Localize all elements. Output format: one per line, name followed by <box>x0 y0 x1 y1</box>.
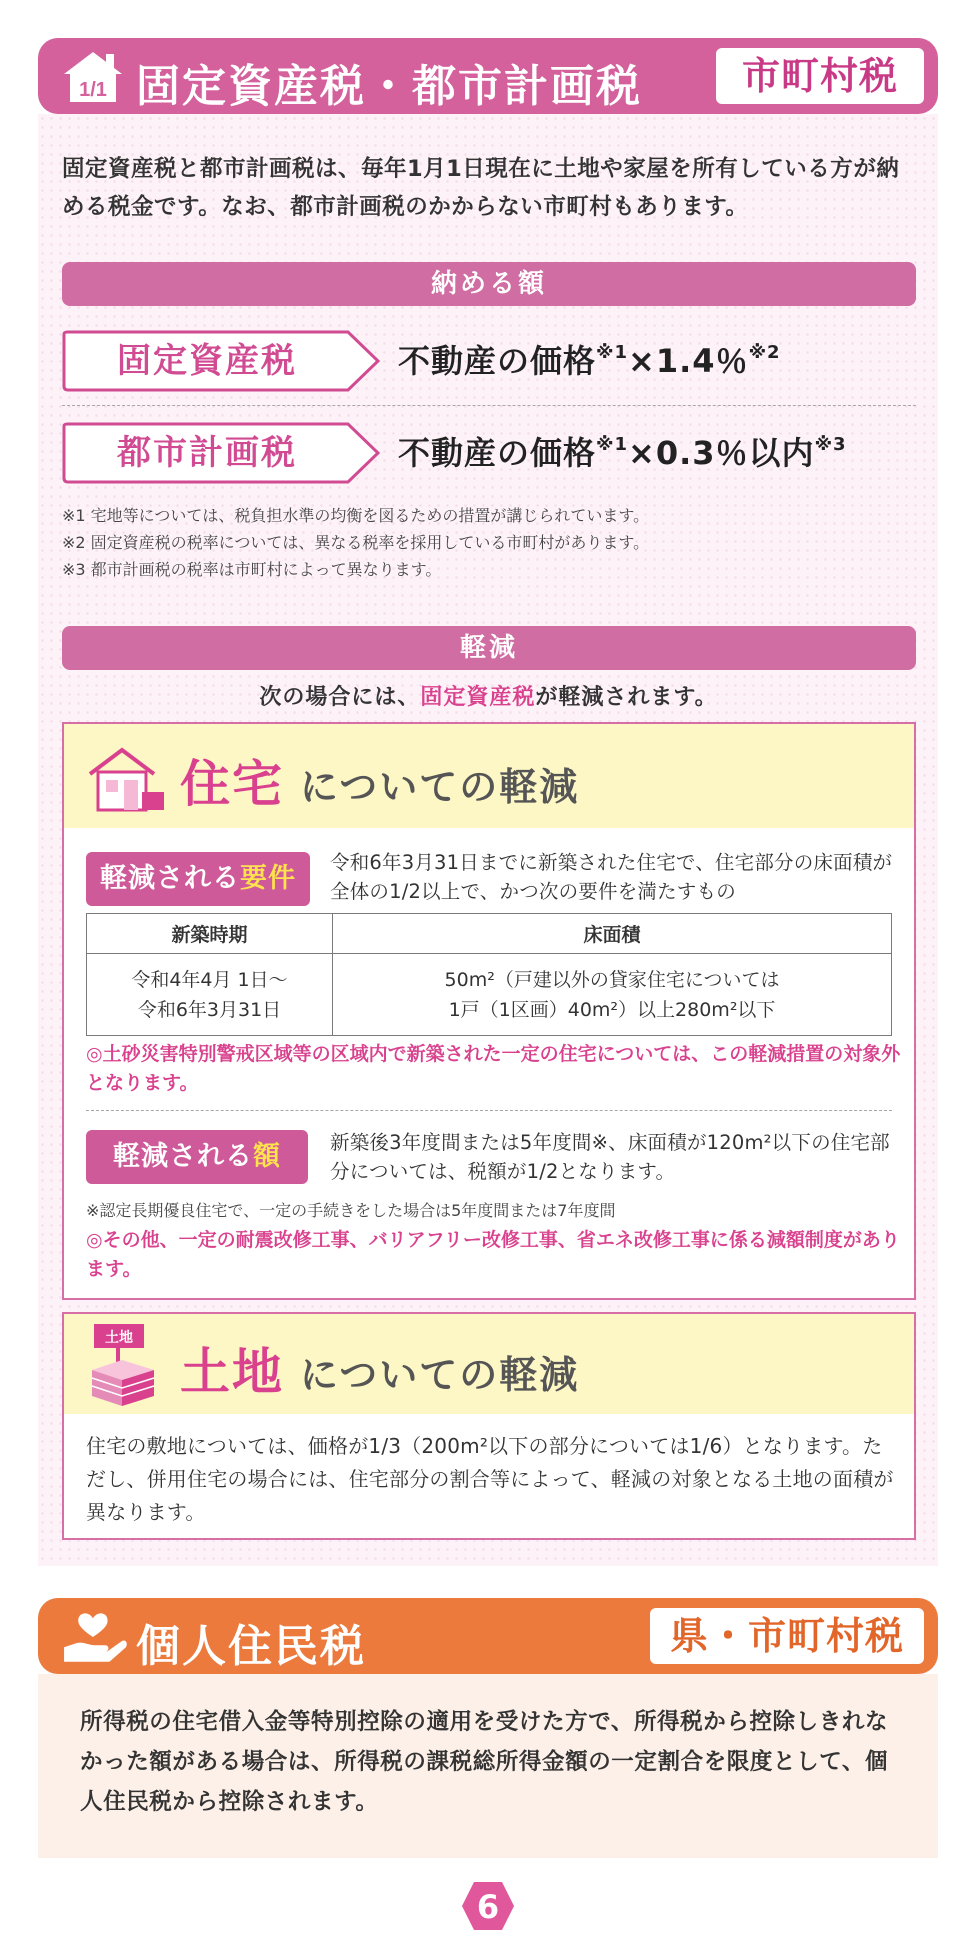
land-reduction-box <box>62 1312 916 1540</box>
fixed-asset-formula: 不動産の価格$^{※1}$×1.4％$^{※2}$ <box>398 342 781 380</box>
section-title: 個人住民税 <box>136 1621 366 1672</box>
land-sign-icon <box>88 1320 158 1408</box>
footnote: ※2 固定資産税の税率については、異なる税率を採用している市町村があります。 <box>62 533 650 552</box>
tax-category-tag: 県・市町村税 <box>650 1608 924 1664</box>
land-title-main: 土地 <box>180 1343 284 1401</box>
resident-tax-text: 所得税の住宅借入金等特別控除の適用を受けた方で、所得税から控除しきれなかった額がある場合は、所得税の課税総所得金額の一定割合を限度として、個人住民税から控除されます。 <box>80 1709 889 1815</box>
table-cell: 令和4年4月 1日～ 令和6年3月31日 <box>87 954 333 1036</box>
land-sign-text: 土地 <box>105 1330 133 1346</box>
tax-label-text: 固定資産税 <box>117 341 297 381</box>
table-header: 新築時期 <box>87 914 333 954</box>
city-planning-formula: 不動産の価格$^{※1}$×0.3％以内$^{※3}$ <box>398 434 847 472</box>
divider <box>86 1110 892 1111</box>
tax-label-city-planning <box>62 422 382 484</box>
land-title-rest: についての軽減 <box>300 1353 580 1397</box>
house-badge-icon <box>60 48 126 104</box>
intro-text: 固定資産税と都市計画税は、毎年1月1日現在に土地や家屋を所有している方が納める税金です。なお、都市計画税のかからない市町村もあります。 <box>62 156 900 220</box>
section-title: 固定資産税・都市計画税 <box>136 61 642 112</box>
amount-chip: 軽減される額 <box>86 1130 308 1184</box>
page-number <box>460 1880 516 1932</box>
section-banner-resident-tax <box>38 1598 938 1674</box>
house-icon <box>86 744 166 812</box>
housing-box-header <box>64 724 914 828</box>
tax-category-tag: 市町村税 <box>716 48 924 104</box>
section-banner-property-tax <box>38 38 938 114</box>
requirement-chip: 軽減される要件 <box>86 852 310 906</box>
requirement-text: 令和6年3月31日までに新築された住宅で、住宅部分の床面積が全体の1/2以上で、かつ次の要件を満たすもの <box>330 851 893 903</box>
table-header-row <box>87 914 892 954</box>
amount-heading: 納める額 <box>62 262 916 306</box>
tax-label-fixed-asset <box>62 330 382 392</box>
table-cell: 50m²（戸建以外の貸家住宅については 1戸（1区画）40m²）以上280m²以下 <box>333 954 892 1036</box>
resident-tax-section <box>38 1674 938 1858</box>
table-header: 床面積 <box>333 914 892 954</box>
exclusion-warning: ◎土砂災害特別警戒区域等の区域内で新築された一定の住宅については、この軽減措置の対象外となります。 <box>86 1043 901 1094</box>
tax-label-text: 都市計画税 <box>117 433 297 473</box>
amount-text: 新築後3年度間または5年度間※、床面積が120m²以下の住宅部分については、税額が1/2となります。 <box>330 1131 890 1183</box>
footnote: ※3 都市計画税の税率は市町村によって異なります。 <box>62 560 442 579</box>
requirement-table <box>86 913 892 1036</box>
housing-title-main: 住宅 <box>180 755 284 813</box>
table-row <box>87 954 892 1036</box>
footnote: ※1 宅地等については、税負担水準の均衡を図るための措置が講じられています。 <box>62 506 650 525</box>
section-badge: 1/1 <box>79 79 107 101</box>
hand-heart-icon <box>62 1610 128 1666</box>
land-text: 住宅の敷地については、価格が1/3（200m²以下の部分については1/6）となります。ただし、併用住宅の場合には、住宅部分の割合等によって、軽減の対象となる土地の面積が異なります。 <box>86 1434 894 1524</box>
housing-title-rest: についての軽減 <box>300 765 580 809</box>
footnotes <box>62 502 649 583</box>
page-number-text: 6 <box>476 1888 500 1926</box>
divider <box>62 405 916 406</box>
other-reduction-note: ◎その他、一定の耐震改修工事、バリアフリー改修工事、省エネ改修工事に係る減額制度があります。 <box>86 1229 900 1280</box>
land-box-header <box>64 1314 914 1414</box>
reduction-caption: 次の場合には、固定資産税が軽減されます。 <box>259 685 718 710</box>
amount-footnote: ※認定長期優良住宅で、一定の手続きをした場合は5年度間または7年度間 <box>86 1201 616 1220</box>
reduction-heading: 軽減 <box>62 626 916 670</box>
